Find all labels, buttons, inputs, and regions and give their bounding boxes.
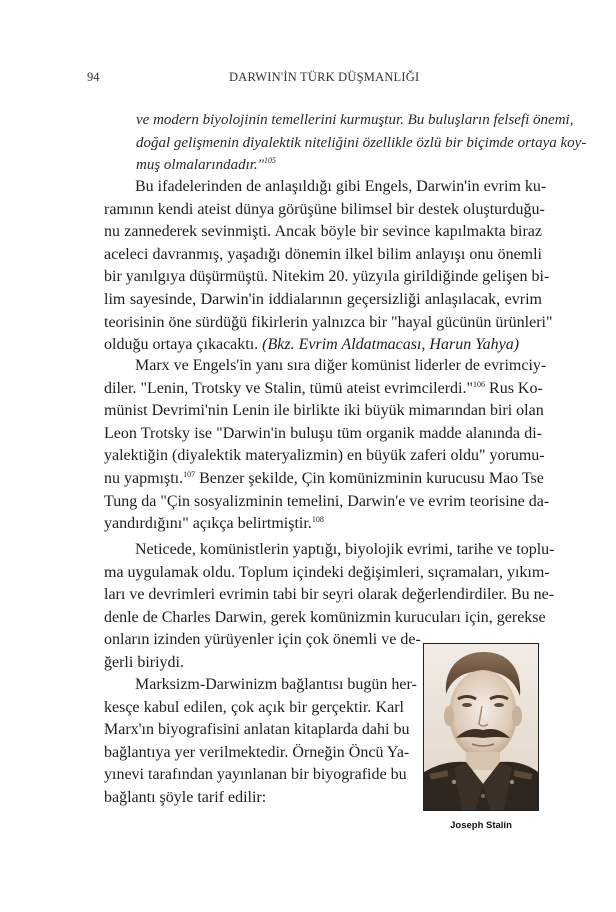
text-line: Marx ve Engels'in yanı sıra diğer komünist liderler de evrimciy- <box>135 357 547 374</box>
portrait-photo <box>423 643 539 811</box>
footnote-ref: 106 <box>473 379 486 389</box>
text-line: ma uygulamak oldu. Toplum içindeki değişimleri, sıçramaları, yıkım- <box>104 563 550 581</box>
text-line: ları ve devrimleri evrimin tabi bir seyri olarak değerlendirdiler. Bu ne- <box>104 586 555 604</box>
text-line: yalektiğin (diyalektik materyalizmin) en büyük zaferi oldu" yorumu- <box>104 447 545 465</box>
text-line: teorisinin öne sürdüğü fikirlerin yalnızca bir "hayal gücünün ürünleri" <box>104 313 553 331</box>
text-line-content: yandırdığını" açıkça belirtmiştir. <box>104 515 312 533</box>
text-line: aceleci davranmış, yaşadığı dönemin ilkel bilim anlayışı onu önemli <box>104 245 542 263</box>
text-line-content: nu yapmıştı. <box>104 469 184 487</box>
running-head <box>0 70 616 88</box>
bibliographic-reference: (Bkz. Evrim Aldatmacası, Harun Yahya) <box>262 336 520 354</box>
portrait-illustration <box>424 644 538 810</box>
quote-line: doğal gelişmenin diyalektik niteliğini özellikle özlü bir biçimde ortaya koy- <box>136 134 587 151</box>
text-line: Bu ifadelerinden de anlaşıldığı gibi Engels, Darwin'in evrim ku- <box>135 178 547 195</box>
text-line: yınevi tarafından yayınlanan bir biyografide bu <box>104 766 407 784</box>
quote-line <box>136 154 542 177</box>
quote-line: ve modern biyolojinin temellerini kurmuştur. Bu buluşların felsefi önemi, <box>136 112 574 128</box>
text-line: Marksizm-Darwinizm bağlantısı bugün her- <box>135 676 417 693</box>
paragraph <box>104 674 417 810</box>
paragraph <box>104 539 555 629</box>
text-line: ramının kendi ateist dünya görüşüne bilimsel bir destek oluşturduğu- <box>104 200 545 218</box>
text-line: Leon Trotsky ise "Darwin'in buluşu tüm organik madde alanında di- <box>104 424 542 442</box>
text-line: nu zannederek sevinmişti. Ancak böyle bir sevince kapılmakta biraz <box>104 223 542 241</box>
footnote-ref: 107 <box>183 469 196 479</box>
text-line <box>104 334 542 357</box>
paragraph <box>104 355 550 536</box>
text-line <box>104 513 542 536</box>
text-line: bağlantı şöyle tarif edilir: <box>104 788 267 806</box>
text-line: bir yanılgıya düşürmüştü. Nitekim 20. yüzyıla girildiğinde gelişen bi- <box>104 268 550 286</box>
text-line-content: Rus Ko- <box>485 379 543 397</box>
paragraph-continuation <box>104 629 421 674</box>
quote-line-text: muş olmalarındadır." <box>136 157 264 174</box>
text-line: münist Devrimi'nin Lenin ile birlikte iki büyük mimarından biri olan <box>104 402 544 420</box>
text-line: onların izinden yürüyenler için çok önemli ve de- <box>104 631 421 648</box>
figure-caption: Joseph Stalin <box>450 820 512 831</box>
text-line: bağlantıya yer verilmektedir. Örneğin Öncü Ya- <box>104 743 410 761</box>
text-line-content: Benzer şekilde, Çin komünizminin kurucusu Mao Tse <box>195 469 544 487</box>
footnote-ref: 105 <box>263 156 276 166</box>
footnote-ref: 108 <box>311 515 324 525</box>
text-line: kesçe kabul edilen, çok açık bir gerçektir. Karl <box>104 698 404 716</box>
text-line: Marx'ın biyografisini anlatan kitaplarda dahi bu <box>104 721 410 739</box>
text-line: denle de Charles Darwin, gerek komünizmin kurucuları için, gerekse <box>104 608 546 626</box>
text-line-content: diler. "Lenin, Trotsky ve Stalin, tümü ateist evrimcilerdi." <box>104 379 474 397</box>
block-quote <box>136 109 587 177</box>
running-title: DARWIN'İN TÜRK DÜŞMANLIĞI <box>229 70 420 84</box>
text-line: Neticede, komünistlerin yaptığı, biyolojik evrimi, tarihe ve toplu- <box>135 541 555 558</box>
paragraph <box>104 176 553 357</box>
page-number: 94 <box>87 70 100 84</box>
text-line: lim sayesinde, Darwin'in iddialarının geçersizliği anlaşılacak, evrim <box>104 290 542 308</box>
text-line: Tung da "Çin sosyalizminin temelini, Darwin'e ve evrim teorisine da- <box>104 492 550 510</box>
text-line <box>104 468 542 491</box>
text-line: ğerli biriydi. <box>104 653 184 671</box>
text-line-content: olduğu ortaya çıkacaktı. <box>104 336 259 354</box>
text-line <box>104 378 542 401</box>
